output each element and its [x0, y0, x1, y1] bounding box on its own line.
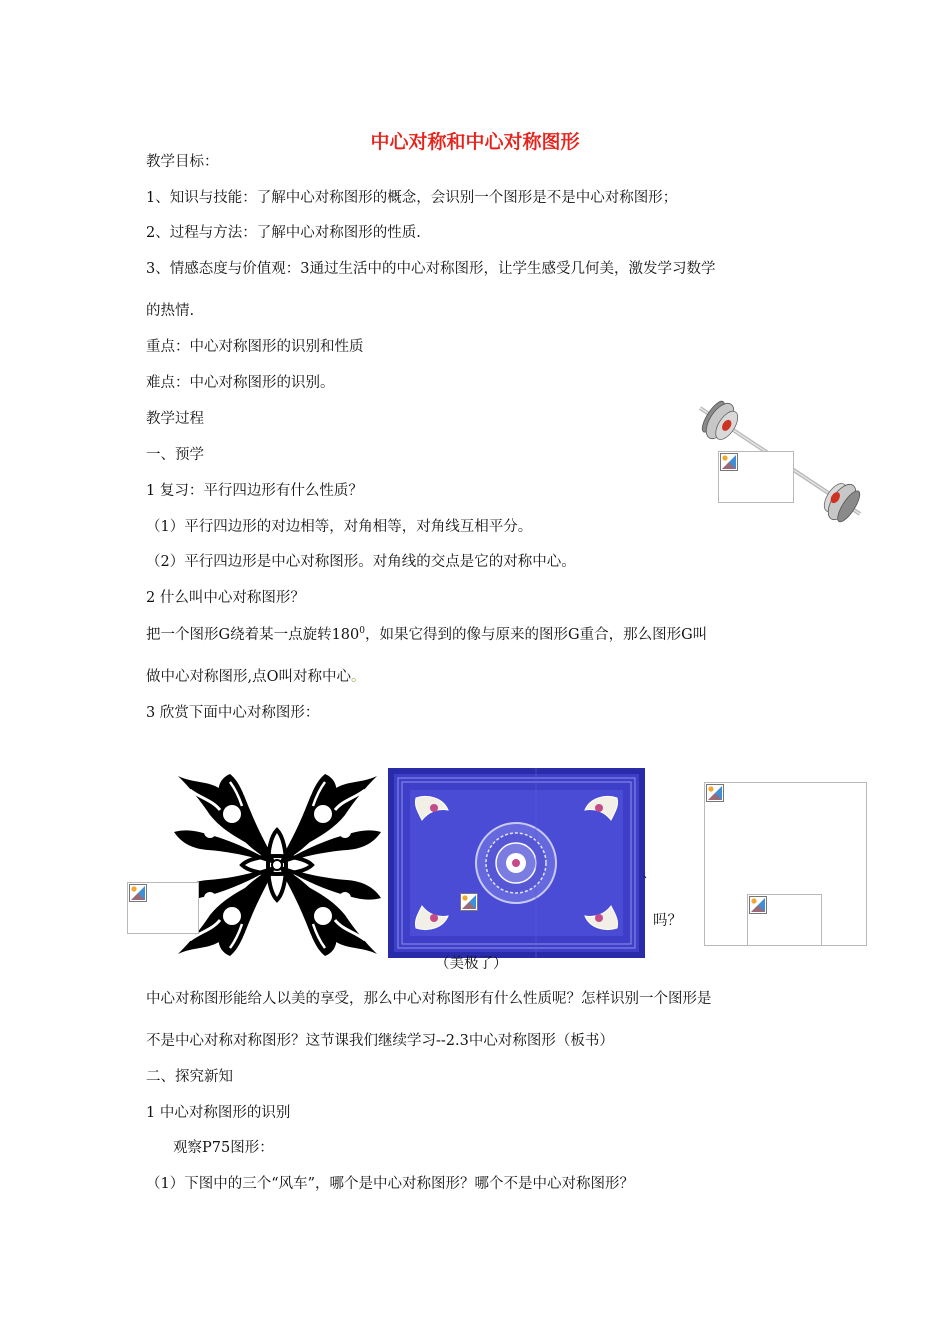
definition-question: 2 什么叫中心对称图形？: [146, 590, 305, 606]
difficult-point: 难点：中心对称图形的识别。: [146, 375, 335, 391]
beauty-paragraph-1: 中心对称图形能给人以美的享受，那么中心对称图形有什么性质呢？怎样识别一个图形是: [146, 991, 712, 1007]
broken-image-icon: [460, 893, 478, 911]
broken-image-icon: [129, 884, 147, 902]
section-preview: 一、预学: [146, 447, 204, 463]
observe-figure: 观察P75图形：: [173, 1140, 274, 1156]
caption-beautiful: （美极了）: [435, 956, 508, 972]
appreciate-heading: 3 欣赏下面中心对称图形：: [146, 705, 320, 721]
image-placeholder: [718, 451, 794, 503]
image-placeholder: [747, 894, 822, 946]
objective-attitude: 3、情感态度与价值观：3通过生活中的中心对称图形，让学生感受几何美，激发学习数学: [146, 261, 716, 277]
image-placeholder: [460, 893, 478, 911]
definition-text-b: ，如果它得到的像与原来的图形G重合，那么图形G叫: [365, 627, 708, 643]
review-question: 1 复习：平行四边形有什么性质？: [146, 483, 363, 499]
period-mark: 。: [351, 669, 366, 685]
degree-superscript: 0: [359, 626, 365, 637]
objective-knowledge: 1、知识与技能：了解中心对称图形的概念，会识别一个图形是不是中心对称图形；: [146, 190, 678, 206]
stray-mark: 、: [643, 867, 654, 880]
definition-text-a: 把一个图形G绕着某一点旋转180: [146, 627, 360, 643]
beauty-paragraph-2: 不是中心对称对称图形？这节课我们继续学习--2.3中心对称图形（板书）: [146, 1033, 614, 1049]
section-explore: 二、探究新知: [146, 1069, 233, 1085]
review-answer-2: （2）平行四边形是中心对称图形。对角线的交点是它的对称中心。: [146, 554, 576, 570]
broken-image-icon: [749, 896, 767, 914]
question-suffix: 吗？: [653, 913, 682, 929]
papercut-pattern-image: [170, 770, 385, 960]
review-answer-1: （1）平行四边形的对边相等，对角相等，对角线互相平分。: [146, 519, 533, 535]
definition-line: [146, 625, 707, 645]
key-point: 重点：中心对称图形的识别和性质: [146, 339, 364, 355]
identification-heading: 1 中心对称图形的识别: [146, 1105, 291, 1121]
windmill-question: （1）下图中的三个“风车”，哪个是中心对称图形？哪个不是中心对称图形？: [146, 1176, 635, 1192]
objective-process: 2、过程与方法：了解中心对称图形的性质.: [146, 225, 421, 241]
section-objectives: 教学目标：: [146, 154, 219, 170]
carpet-pattern-image: [388, 768, 645, 958]
broken-image-icon: [706, 784, 724, 802]
broken-image-icon: [720, 453, 738, 471]
document-title: 中心对称和中心对称图形: [370, 131, 580, 153]
image-placeholder: [127, 882, 199, 934]
definition-text-c: 做中心对称图形,点O叫对称中心: [146, 669, 351, 685]
section-process: 教学过程: [146, 411, 204, 427]
definition-line-2: [146, 667, 366, 687]
objective-attitude-cont: 的热情.: [146, 303, 195, 319]
